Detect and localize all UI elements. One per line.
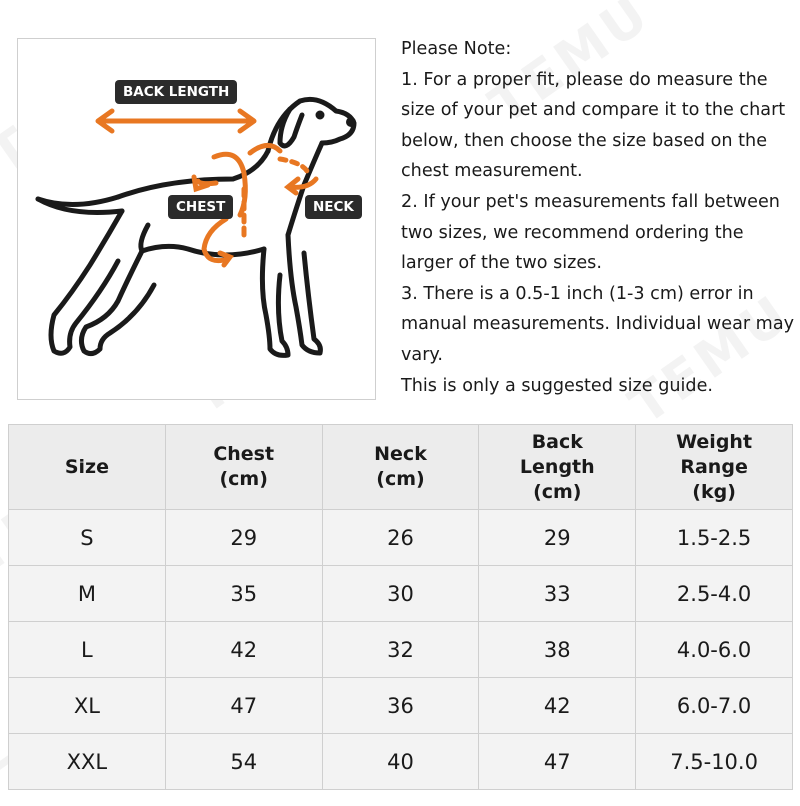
- cell-back-length: 47: [479, 734, 636, 790]
- header-size: Size: [9, 425, 166, 510]
- table-row: [9, 734, 793, 790]
- note-line: 2. If your pet's measurements fall between two sizes, we recommend ordering the larger of the two sizes.: [401, 191, 780, 274]
- cell-chest: 29: [165, 510, 322, 566]
- header-back-length: Back Length (cm): [479, 425, 636, 510]
- cell-neck: 30: [322, 566, 479, 622]
- neck-label: NECK: [305, 195, 362, 219]
- measurement-diagram: [17, 38, 376, 400]
- cell-chest: 42: [165, 622, 322, 678]
- table-row: [9, 622, 793, 678]
- cell-size: XL: [9, 678, 166, 734]
- note-heading: Please Note:: [401, 39, 512, 59]
- header-weight-range: Weight Range (kg): [636, 425, 793, 510]
- cell-size: L: [9, 622, 166, 678]
- chest-label: CHEST: [168, 195, 233, 219]
- cell-back-length: 42: [479, 678, 636, 734]
- size-note: [401, 34, 796, 401]
- header-chest: Chest (cm): [165, 425, 322, 510]
- neck-measure-loop: [250, 145, 316, 193]
- table-header-row: [9, 425, 793, 510]
- header-neck: Neck (cm): [322, 425, 479, 510]
- table-row: [9, 566, 793, 622]
- back-length-arrow: [98, 111, 254, 131]
- dog-outline: [38, 99, 354, 355]
- note-line: 3. There is a 0.5-1 inch (1-3 cm) error in manual measurements. Individual wear may vary.: [401, 283, 795, 365]
- back-length-label: BACK LENGTH: [115, 80, 237, 104]
- cell-neck: 36: [322, 678, 479, 734]
- cell-chest: 47: [165, 678, 322, 734]
- table-row: [9, 510, 793, 566]
- cell-chest: 54: [165, 734, 322, 790]
- cell-back-length: 38: [479, 622, 636, 678]
- cell-weight: 1.5-2.5: [636, 510, 793, 566]
- note-line: This is only a suggested size guide.: [401, 375, 713, 396]
- cell-size: M: [9, 566, 166, 622]
- cell-weight: 7.5-10.0: [636, 734, 793, 790]
- size-chart-table: [8, 424, 793, 790]
- cell-neck: 40: [322, 734, 479, 790]
- table-row: [9, 678, 793, 734]
- cell-neck: 32: [322, 622, 479, 678]
- cell-chest: 35: [165, 566, 322, 622]
- cell-back-length: 29: [479, 510, 636, 566]
- cell-size: XXL: [9, 734, 166, 790]
- cell-size: S: [9, 510, 166, 566]
- cell-neck: 26: [322, 510, 479, 566]
- cell-back-length: 33: [479, 566, 636, 622]
- cell-weight: 2.5-4.0: [636, 566, 793, 622]
- note-line: 1. For a proper fit, please do measure the size of your pet and compare it to the chart below, then choose the size based on the chest measurement.: [401, 69, 786, 182]
- cell-weight: 6.0-7.0: [636, 678, 793, 734]
- cell-weight: 4.0-6.0: [636, 622, 793, 678]
